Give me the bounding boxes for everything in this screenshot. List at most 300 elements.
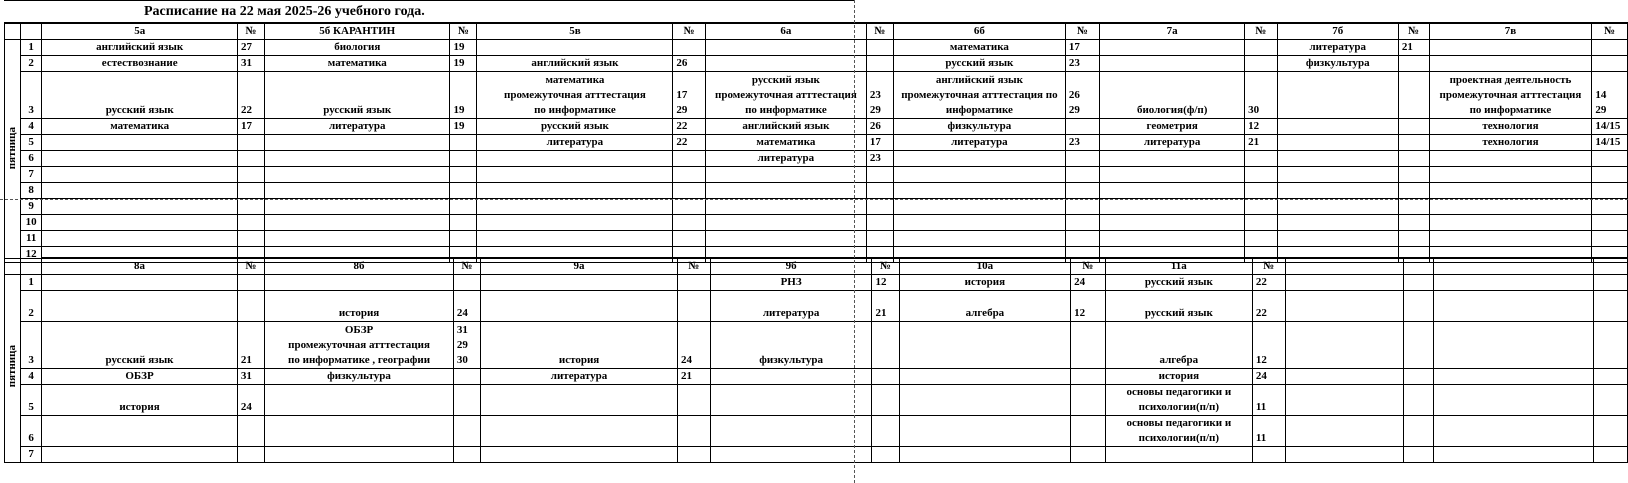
subject-cell — [477, 40, 673, 56]
room-cell: 27 — [238, 40, 265, 56]
subject-cell: история — [481, 322, 678, 369]
room-cell — [450, 231, 477, 247]
room-cell: 26 — [866, 119, 893, 135]
room-cell — [1245, 183, 1278, 199]
room-cell — [237, 447, 264, 463]
subject-cell: технология — [1429, 135, 1592, 151]
subject-cell — [1434, 291, 1594, 322]
room-cell — [1245, 40, 1278, 56]
subject-cell: ОБЗР промежуточная атттестация по информатике , географии — [265, 322, 454, 369]
lesson-number: 2 — [21, 291, 42, 322]
class-header: 11а — [1105, 258, 1252, 275]
room-cell — [1592, 231, 1628, 247]
room-cell: 12 — [1245, 119, 1278, 135]
room-cell — [1065, 215, 1099, 231]
room-cell — [1398, 167, 1429, 183]
room-cell — [866, 183, 893, 199]
subject-cell — [1434, 275, 1594, 291]
subject-cell — [42, 447, 238, 463]
subject-cell — [1277, 135, 1398, 151]
room-cell: 22 — [238, 72, 265, 119]
subject-cell — [477, 151, 673, 167]
room-cell: 14/15 — [1592, 135, 1628, 151]
room-cell — [1593, 385, 1627, 416]
subject-cell — [710, 447, 872, 463]
corner-cell — [5, 23, 21, 40]
subject-cell: биология — [265, 40, 450, 56]
room-cell — [866, 215, 893, 231]
room-cell: 26 — [673, 56, 706, 72]
room-cell — [1065, 167, 1099, 183]
room-cell: 24 — [677, 322, 710, 369]
class-header: 5б КАРАНТИН — [265, 23, 450, 40]
subject-cell — [899, 385, 1070, 416]
class-header: 8б — [265, 258, 454, 275]
lesson-row — [5, 275, 1628, 291]
lesson-row — [5, 40, 1628, 56]
lesson-row — [5, 322, 1628, 369]
room-cell — [1398, 183, 1429, 199]
lesson-number: 3 — [21, 322, 42, 369]
lesson-row — [5, 291, 1628, 322]
room-cell — [450, 135, 477, 151]
schedule-table-lower — [4, 257, 1628, 463]
room-cell: 21 — [237, 322, 264, 369]
subject-cell — [42, 199, 238, 215]
room-cell — [677, 385, 710, 416]
room-cell — [1245, 56, 1278, 72]
subject-cell: биология(ф/п) — [1100, 72, 1245, 119]
subject-cell: математика — [893, 40, 1065, 56]
class-header — [1285, 258, 1403, 275]
room-cell — [1065, 119, 1099, 135]
subject-cell: ОБЗР — [42, 369, 238, 385]
subject-cell — [265, 385, 454, 416]
room-cell: 30 — [1245, 72, 1278, 119]
subject-cell: алгебра — [899, 291, 1070, 322]
room-cell — [1398, 56, 1429, 72]
room-cell — [1404, 369, 1434, 385]
room-cell: 24 — [237, 385, 264, 416]
room-number-header: № — [453, 258, 480, 275]
subject-cell — [1277, 119, 1398, 135]
subject-cell: литература — [1277, 40, 1398, 56]
subject-cell — [899, 447, 1070, 463]
subject-cell — [1285, 369, 1403, 385]
subject-cell — [265, 199, 450, 215]
room-cell — [450, 183, 477, 199]
subject-cell — [1429, 183, 1592, 199]
subject-cell — [899, 369, 1070, 385]
room-cell: 22 — [1252, 291, 1285, 322]
subject-cell: история — [265, 291, 454, 322]
subject-cell — [1285, 291, 1403, 322]
room-cell: 21 — [872, 291, 899, 322]
room-cell — [237, 291, 264, 322]
room-cell — [1404, 447, 1434, 463]
subject-cell — [1285, 416, 1403, 447]
room-number-header: № — [1252, 258, 1285, 275]
subject-cell: геометрия — [1100, 119, 1245, 135]
room-cell: 17 29 — [673, 72, 706, 119]
subject-cell: английский язык — [477, 56, 673, 72]
room-cell: 24 — [1071, 275, 1106, 291]
room-number-header: № — [673, 23, 706, 40]
subject-cell — [42, 231, 238, 247]
room-cell — [1398, 135, 1429, 151]
room-cell — [1592, 56, 1628, 72]
subject-cell — [265, 275, 454, 291]
subject-cell — [265, 215, 450, 231]
room-cell: 14 29 — [1592, 72, 1628, 119]
room-cell — [450, 215, 477, 231]
subject-cell — [705, 40, 866, 56]
subject-cell — [1277, 215, 1398, 231]
subject-cell — [477, 231, 673, 247]
subject-cell: основы педагогики и психологии(п/п) — [1105, 385, 1252, 416]
subject-cell: литература — [477, 135, 673, 151]
room-cell: 21 — [1398, 40, 1429, 56]
subject-cell: история — [899, 275, 1070, 291]
subject-cell: математика промежуточная атттестация по информатике — [477, 72, 673, 119]
room-cell — [1065, 231, 1099, 247]
room-cell — [872, 322, 899, 369]
subject-cell: русский язык — [42, 72, 238, 119]
class-header: 7а — [1100, 23, 1245, 40]
subject-cell — [265, 167, 450, 183]
room-cell — [673, 40, 706, 56]
class-header: 9б — [710, 258, 872, 275]
subject-cell: русский язык — [1105, 275, 1252, 291]
room-cell — [1592, 151, 1628, 167]
room-cell — [872, 369, 899, 385]
room-cell: 12 — [1252, 322, 1285, 369]
subject-cell — [265, 416, 454, 447]
subject-cell: английский язык — [42, 40, 238, 56]
room-cell — [1593, 291, 1627, 322]
lesson-row — [5, 135, 1628, 151]
subject-cell: русский язык — [265, 72, 450, 119]
room-cell — [238, 183, 265, 199]
room-cell: 23 29 — [866, 72, 893, 119]
subject-cell — [265, 183, 450, 199]
subject-cell — [42, 183, 238, 199]
room-cell — [1593, 369, 1627, 385]
lesson-number: 6 — [21, 416, 42, 447]
class-header — [1434, 258, 1594, 275]
room-number-header: № — [872, 258, 899, 275]
room-cell — [1245, 231, 1278, 247]
subject-cell: математика — [265, 56, 450, 72]
subject-cell — [1429, 199, 1592, 215]
room-cell — [1065, 199, 1099, 215]
lesson-row — [5, 416, 1628, 447]
room-cell — [866, 199, 893, 215]
schedule-table-upper — [4, 22, 1628, 263]
room-cell — [1593, 447, 1627, 463]
subject-cell: естествознание — [42, 56, 238, 72]
subject-cell: литература — [893, 135, 1065, 151]
room-cell — [1071, 322, 1106, 369]
room-cell — [1071, 416, 1106, 447]
room-number-header: № — [866, 23, 893, 40]
room-cell: 23 — [866, 151, 893, 167]
lesson-row — [5, 385, 1628, 416]
subject-cell: английский язык — [705, 119, 866, 135]
subject-cell — [1434, 416, 1594, 447]
class-header: 7в — [1429, 23, 1592, 40]
class-header: 5а — [42, 23, 238, 40]
room-cell — [1398, 72, 1429, 119]
room-cell: 17 — [866, 135, 893, 151]
lesson-number: 6 — [21, 151, 42, 167]
subject-cell — [893, 167, 1065, 183]
lesson-row — [5, 447, 1628, 463]
room-cell — [1065, 183, 1099, 199]
lesson-row — [5, 72, 1628, 119]
subject-cell — [1429, 215, 1592, 231]
room-cell: 24 — [1252, 369, 1285, 385]
room-cell: 17 — [238, 119, 265, 135]
room-cell — [673, 151, 706, 167]
room-cell: 22 — [673, 119, 706, 135]
lesson-number: 7 — [21, 447, 42, 463]
room-cell: 22 — [673, 135, 706, 151]
room-number-header: № — [1592, 23, 1628, 40]
room-cell — [1252, 447, 1285, 463]
room-cell — [866, 40, 893, 56]
subject-cell — [1100, 56, 1245, 72]
room-cell — [1404, 322, 1434, 369]
subject-cell — [1285, 385, 1403, 416]
room-cell — [453, 416, 480, 447]
subject-cell: математика — [42, 119, 238, 135]
subject-cell: основы педагогики и психологии(п/п) — [1105, 416, 1252, 447]
room-cell — [872, 385, 899, 416]
room-cell: 17 — [1065, 40, 1099, 56]
room-cell — [1398, 231, 1429, 247]
lesson-number: 1 — [21, 40, 42, 56]
room-cell — [677, 416, 710, 447]
room-cell — [1071, 447, 1106, 463]
room-cell — [866, 231, 893, 247]
subject-cell: литература — [1100, 135, 1245, 151]
subject-cell: алгебра — [1105, 322, 1252, 369]
room-cell — [1071, 369, 1106, 385]
lesson-row — [5, 369, 1628, 385]
subject-cell — [705, 183, 866, 199]
room-cell — [238, 231, 265, 247]
lesson-row — [5, 199, 1628, 215]
subject-cell — [477, 183, 673, 199]
subject-cell — [1277, 72, 1398, 119]
subject-cell: литература — [265, 119, 450, 135]
subject-cell — [1285, 447, 1403, 463]
subject-cell — [1100, 231, 1245, 247]
subject-cell — [1100, 215, 1245, 231]
subject-cell: русский язык промежуточная атттестация по информатике — [705, 72, 866, 119]
room-cell: 31 — [238, 56, 265, 72]
subject-cell — [481, 447, 678, 463]
subject-cell: литература — [710, 291, 872, 322]
lesson-number: 5 — [21, 135, 42, 151]
page-break-horizontal — [0, 199, 1628, 200]
room-cell: 23 — [1065, 135, 1099, 151]
subject-cell: РНЗ — [710, 275, 872, 291]
corner-cell — [21, 258, 42, 275]
lesson-number: 3 — [21, 72, 42, 119]
subject-cell — [477, 215, 673, 231]
subject-cell — [1277, 167, 1398, 183]
subject-cell — [1429, 56, 1592, 72]
room-cell: 31 — [237, 369, 264, 385]
subject-cell — [42, 275, 238, 291]
subject-cell — [1285, 322, 1403, 369]
lesson-number: 4 — [21, 119, 42, 135]
room-cell — [1404, 275, 1434, 291]
subject-cell — [1100, 151, 1245, 167]
room-cell — [238, 151, 265, 167]
subject-cell: физкультура — [710, 322, 872, 369]
room-cell — [677, 447, 710, 463]
room-cell — [453, 385, 480, 416]
room-cell — [238, 167, 265, 183]
lesson-row — [5, 119, 1628, 135]
lesson-row — [5, 231, 1628, 247]
subject-cell — [1100, 167, 1245, 183]
subject-cell — [1277, 183, 1398, 199]
subject-cell — [1434, 322, 1594, 369]
lesson-number: 8 — [21, 183, 42, 199]
subject-cell — [1277, 199, 1398, 215]
room-cell — [1404, 416, 1434, 447]
subject-cell — [42, 291, 238, 322]
subject-cell — [1100, 183, 1245, 199]
lesson-number: 9 — [21, 199, 42, 215]
room-cell — [1592, 215, 1628, 231]
subject-cell — [710, 416, 872, 447]
room-cell — [866, 167, 893, 183]
subject-cell — [1105, 447, 1252, 463]
subject-cell — [1100, 199, 1245, 215]
subject-cell — [893, 215, 1065, 231]
room-cell: 19 — [450, 119, 477, 135]
room-cell — [453, 369, 480, 385]
subject-cell: русский язык — [893, 56, 1065, 72]
room-number-header: № — [1065, 23, 1099, 40]
subject-cell — [705, 199, 866, 215]
room-cell — [1398, 215, 1429, 231]
room-cell — [1404, 291, 1434, 322]
subject-cell — [265, 151, 450, 167]
subject-cell — [1434, 447, 1594, 463]
room-cell — [1592, 183, 1628, 199]
lesson-number: 2 — [21, 56, 42, 72]
room-cell: 26 29 — [1065, 72, 1099, 119]
room-cell — [673, 199, 706, 215]
room-cell: 14/15 — [1592, 119, 1628, 135]
room-cell — [866, 56, 893, 72]
room-cell: 24 — [453, 291, 480, 322]
subject-cell — [893, 183, 1065, 199]
page-title: Расписание на 22 мая 2025-26 учебного года. — [144, 4, 425, 19]
subject-cell — [1429, 167, 1592, 183]
page-break-vertical — [854, 0, 855, 483]
subject-cell — [265, 231, 450, 247]
subject-cell — [899, 322, 1070, 369]
room-cell — [1398, 199, 1429, 215]
subject-cell — [893, 199, 1065, 215]
room-cell: 21 — [1245, 135, 1278, 151]
subject-cell: история — [1105, 369, 1252, 385]
subject-cell: литература — [705, 151, 866, 167]
subject-cell — [42, 416, 238, 447]
subject-cell — [710, 369, 872, 385]
subject-cell — [893, 151, 1065, 167]
room-cell: 21 — [677, 369, 710, 385]
room-number-header — [1404, 258, 1434, 275]
room-cell — [238, 199, 265, 215]
room-cell: 11 — [1252, 416, 1285, 447]
lesson-row — [5, 56, 1628, 72]
subject-cell: физкультура — [265, 369, 454, 385]
subject-cell — [1429, 40, 1592, 56]
subject-cell — [481, 275, 678, 291]
subject-cell: физкультура — [893, 119, 1065, 135]
room-number-header: № — [677, 258, 710, 275]
subject-cell — [477, 167, 673, 183]
subject-cell: проектная деятельность промежуточная атттестация по информатике — [1429, 72, 1592, 119]
room-cell: 19 — [450, 40, 477, 56]
room-cell — [1592, 40, 1628, 56]
room-number-header — [1593, 258, 1627, 275]
subject-cell — [1434, 385, 1594, 416]
subject-cell — [705, 56, 866, 72]
subject-cell — [710, 385, 872, 416]
subject-cell — [1100, 40, 1245, 56]
room-cell — [1404, 385, 1434, 416]
room-cell — [453, 447, 480, 463]
subject-cell — [1277, 231, 1398, 247]
room-number-header: № — [450, 23, 477, 40]
room-cell: 22 — [1252, 275, 1285, 291]
subject-cell — [265, 135, 450, 151]
subject-cell — [1285, 275, 1403, 291]
subject-cell — [705, 167, 866, 183]
room-cell — [872, 416, 899, 447]
room-number-header: № — [1071, 258, 1106, 275]
room-cell: 12 — [1071, 291, 1106, 322]
subject-cell — [42, 151, 238, 167]
subject-cell: история — [42, 385, 238, 416]
room-cell: 23 — [1065, 56, 1099, 72]
subject-cell — [705, 215, 866, 231]
room-cell — [237, 416, 264, 447]
subject-cell — [893, 231, 1065, 247]
subject-cell — [1277, 151, 1398, 167]
room-number-header: № — [238, 23, 265, 40]
room-cell — [673, 231, 706, 247]
room-cell — [237, 275, 264, 291]
lesson-number: 1 — [21, 275, 42, 291]
lesson-row — [5, 151, 1628, 167]
room-cell — [238, 135, 265, 151]
subject-cell: русский язык — [1105, 291, 1252, 322]
subject-cell: русский язык — [477, 119, 673, 135]
room-cell — [1065, 151, 1099, 167]
room-number-header: № — [1245, 23, 1278, 40]
lesson-number: 12 — [21, 247, 42, 263]
